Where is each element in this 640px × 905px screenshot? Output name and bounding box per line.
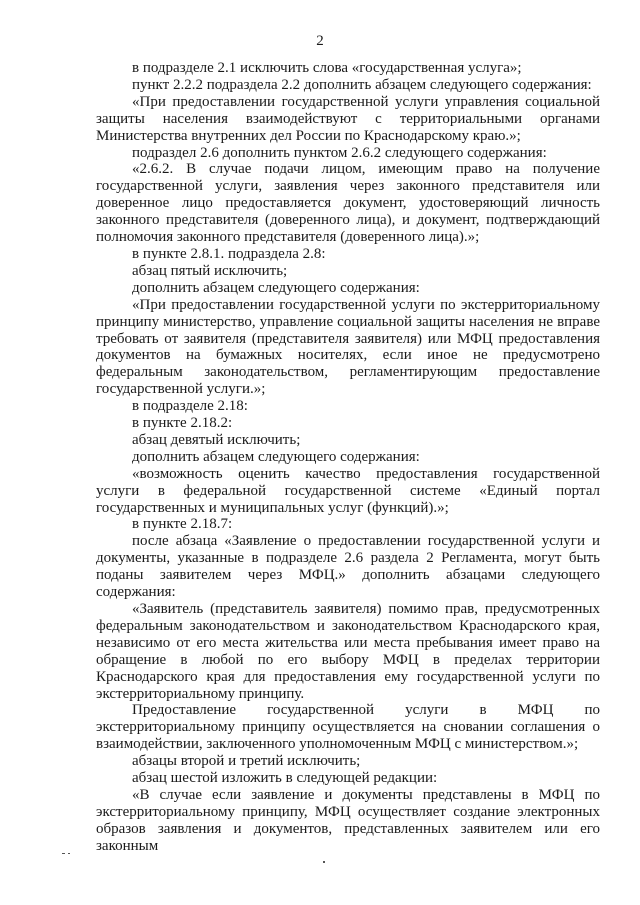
page-number: 2 xyxy=(316,33,324,49)
paragraph: «При предоставлении государственной услуги управления социальной защиты населения взаимодействуют с территориальными органами Министерства внутренних дел России по Краснодарскому краю.»; xyxy=(96,93,600,144)
paragraph: в подразделе 2.1 исключить слова «государственная услуга»; xyxy=(132,60,522,76)
paragraph: в пункте 2.8.1. подраздела 2.8: xyxy=(132,245,326,262)
paragraph: «2.6.2. В случае подачи лицом, имеющим право на получение государственной услуги, заявления через законного представителя или доверенное лицо предоставляется документ, удостоверяющий личность законного представителя (доверенного лица), и документ, подтверждающий полномочия законного представителя (доверенного лица).»; xyxy=(96,161,600,246)
scan-speck xyxy=(323,861,325,863)
paragraph: «возможность оценить качество предоставления государственной услуги в федеральной государственной системе «Единый портал государственных и муниципальных услуг (функций).»; xyxy=(96,465,600,516)
paragraph: после абзаца «Заявление о предоставлении государственной услуги и документы, указанные в подразделе 2.6 раздела 2 Регламента, могут быть поданы заявителем через МФЦ.» дополнить абзацами следующего содержания: xyxy=(96,533,600,601)
scan-speck xyxy=(68,853,70,854)
document-body xyxy=(96,60,600,855)
paragraph: абзац пятый исключить; xyxy=(132,262,288,279)
scan-speck xyxy=(62,853,65,854)
paragraph: «Заявитель (представитель заявителя) помимо прав, предусмотренных федеральным законодательством и законодательством Краснодарского края, независимо от его места жительства или места пребывания имеет право на обращение в любой по его выбору МФЦ в пределах территории Краснодарского края для предоставления ему государственной услуги по экстерриториальному принципу. xyxy=(96,601,600,702)
paragraph: подраздел 2.6 дополнить пунктом 2.6.2 следующего содержания: xyxy=(132,144,547,161)
paragraph: пункт 2.2.2 подраздела 2.2 дополнить абзацем следующего содержания: xyxy=(132,76,592,93)
paragraph: абзац шестой изложить в следующей редакции: xyxy=(132,770,438,787)
paragraph: Предоставление государственной услуги в МФЦ по экстерриториальному принципу осуществляется на сновании соглашения о взаимодействии, заключенного уполномоченным МФЦ с министерством.»; xyxy=(96,702,600,753)
paragraph: в пункте 2.18.7: xyxy=(132,516,233,533)
paragraph: абзац девятый исключить; xyxy=(132,431,301,448)
paragraph: в пункте 2.18.2: xyxy=(132,415,233,432)
paragraph: дополнить абзацем следующего содержания: xyxy=(132,448,420,465)
paragraph: «В случае если заявление и документы представлены в МФЦ по экстерриториальному принципу, МФЦ осуществляет создание электронных образов заявления и документов, представленных заявителем или его законным xyxy=(96,786,600,854)
paragraph: «При предоставлении государственной услуги по экстерриториальному принципу министерство, управление социальной защиты населения не вправе требовать от заявителя (представителя заявителя) или МФЦ предоставления документов на бумажных носителях, если иное не предусмотрено федеральным законодательством, регламентирующим предоставление государственной услуги.»; xyxy=(96,296,600,398)
paragraph: абзацы второй и третий исключить; xyxy=(132,753,361,770)
paragraph: в подразделе 2.18: xyxy=(132,398,248,415)
paragraph: дополнить абзацем следующего содержания: xyxy=(132,279,420,296)
